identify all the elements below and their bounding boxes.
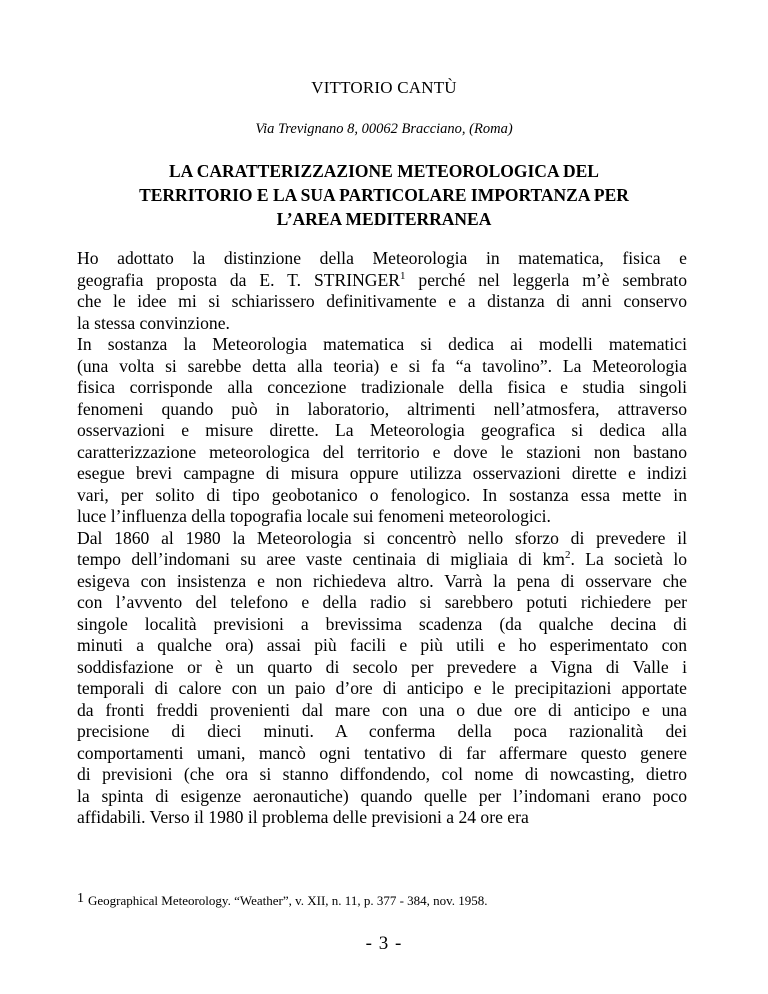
body-line-text: tempo dell’indomani su aree vaste centinaia di migliaia di km (77, 549, 565, 569)
body-line: caratterizzazione meteorologica del territorio e dove le stazioni non bastano (77, 441, 687, 462)
body-line: vari, per solito di tipo geobotanico o fenologico. In sostanza essa mette in (77, 484, 687, 505)
body-line: minuti a qualche ora) assai più facili e più utili e ho esperimentato con (77, 635, 687, 655)
body-line: affidabili. Verso il 1980 il problema delle previsioni a 24 ore era (77, 807, 529, 827)
body-line: esigeva con insistenza e non richiedeva altro. Varrà la pena di osservare che (77, 570, 687, 591)
page-number: - 3 - (365, 933, 403, 954)
superscript: 2 (564, 549, 571, 562)
body-line: con l’avvento del telefono e della radio si sarebbero potuti richiedere per (77, 592, 687, 612)
body-line: che le idee mi si schiarissero definitivamente e a distanza di anni conservo (77, 291, 687, 311)
body-line: Ho adottato la distinzione della Meteorologia in matematica, fisica e (77, 248, 687, 268)
body-line: (una volta si sarebbe detta alla teoria) e si fa “a tavolino”. La Meteorologia (77, 355, 687, 376)
author-name: VITTORIO CANTÙ (311, 78, 457, 97)
body-line: precisione di dieci minuti. A conferma della poca razionalità dei (77, 721, 687, 741)
body-line: Dal 1860 al 1980 la Meteorologia si concentrò nello sforzo di prevedere il (77, 527, 687, 548)
body-line-text: geografia proposta da E. T. STRINGER (77, 269, 400, 290)
title-line: LA CARATTERIZZAZIONE METEOROLOGICA DEL (169, 161, 599, 181)
body-line: soddisfazione or è un quarto di secolo per prevedere a Vigna di Valle i (77, 656, 687, 677)
body-line: In sostanza la Meteorologia matematica si dedica ai modelli matematici (77, 334, 687, 354)
body-line-text: . La società lo (570, 549, 688, 569)
title-line: TERRITORIO E LA SUA PARTICOLARE IMPORTANZA PER (139, 185, 629, 205)
body-line: comportamenti umani, mancò ogni tentativo di far affermare questo genere (77, 742, 687, 763)
body-line: singole località previsioni a brevissima scadenza (da qualche decina di (77, 613, 687, 634)
body-line: osservazioni e misure dirette. La Meteorologia geografica si dedica alla (77, 420, 687, 440)
author-affiliation: Via Trevignano 8, 00062 Bracciano, (Roma) (255, 121, 513, 137)
footnote (77, 893, 697, 909)
body-text (77, 248, 687, 829)
body-line: da fronti freddi provenienti dal mare con una o due ore di anticipo e una (77, 699, 687, 720)
footnote-marker: 1 (77, 891, 84, 906)
body-line: fisica corrisponde alla concezione tradizionale della fisica e studia singoli (77, 377, 687, 397)
body-line: luce l’influenza della topografia locale sui fenomeni meteorologici. (77, 506, 551, 526)
title-line: L’AREA MEDITERRANEA (276, 209, 492, 229)
body-line: esegue brevi campagne di misura oppure utilizza osservazioni dirette e indizi (77, 463, 687, 483)
body-line (77, 270, 687, 292)
footnote-text: Geographical Meteorology. “Weather”, v. XII, n. 11, p. 377 - 384, nov. 1958. (88, 893, 488, 908)
footnote-reference: 1 (399, 269, 406, 282)
paper-title (110, 159, 658, 231)
body-line (77, 549, 687, 571)
body-line: la stessa convinzione. (77, 312, 230, 333)
body-line: fenomeni quando può in laboratorio, altrimenti nell’atmosfera, attraverso (77, 398, 687, 419)
body-line: la spinta di esigenze aeronautiche) quando quelle per l’indomani erano poco (77, 785, 687, 806)
body-line: di previsioni (che ora si stanno diffondendo, col nome di nowcasting, dietro (77, 764, 687, 784)
body-line-text: perché nel leggerla m’è sembrato (405, 269, 687, 290)
body-line: temporali di calore con un paio d’ore di anticipo e le precipitazioni apportate (77, 678, 687, 698)
